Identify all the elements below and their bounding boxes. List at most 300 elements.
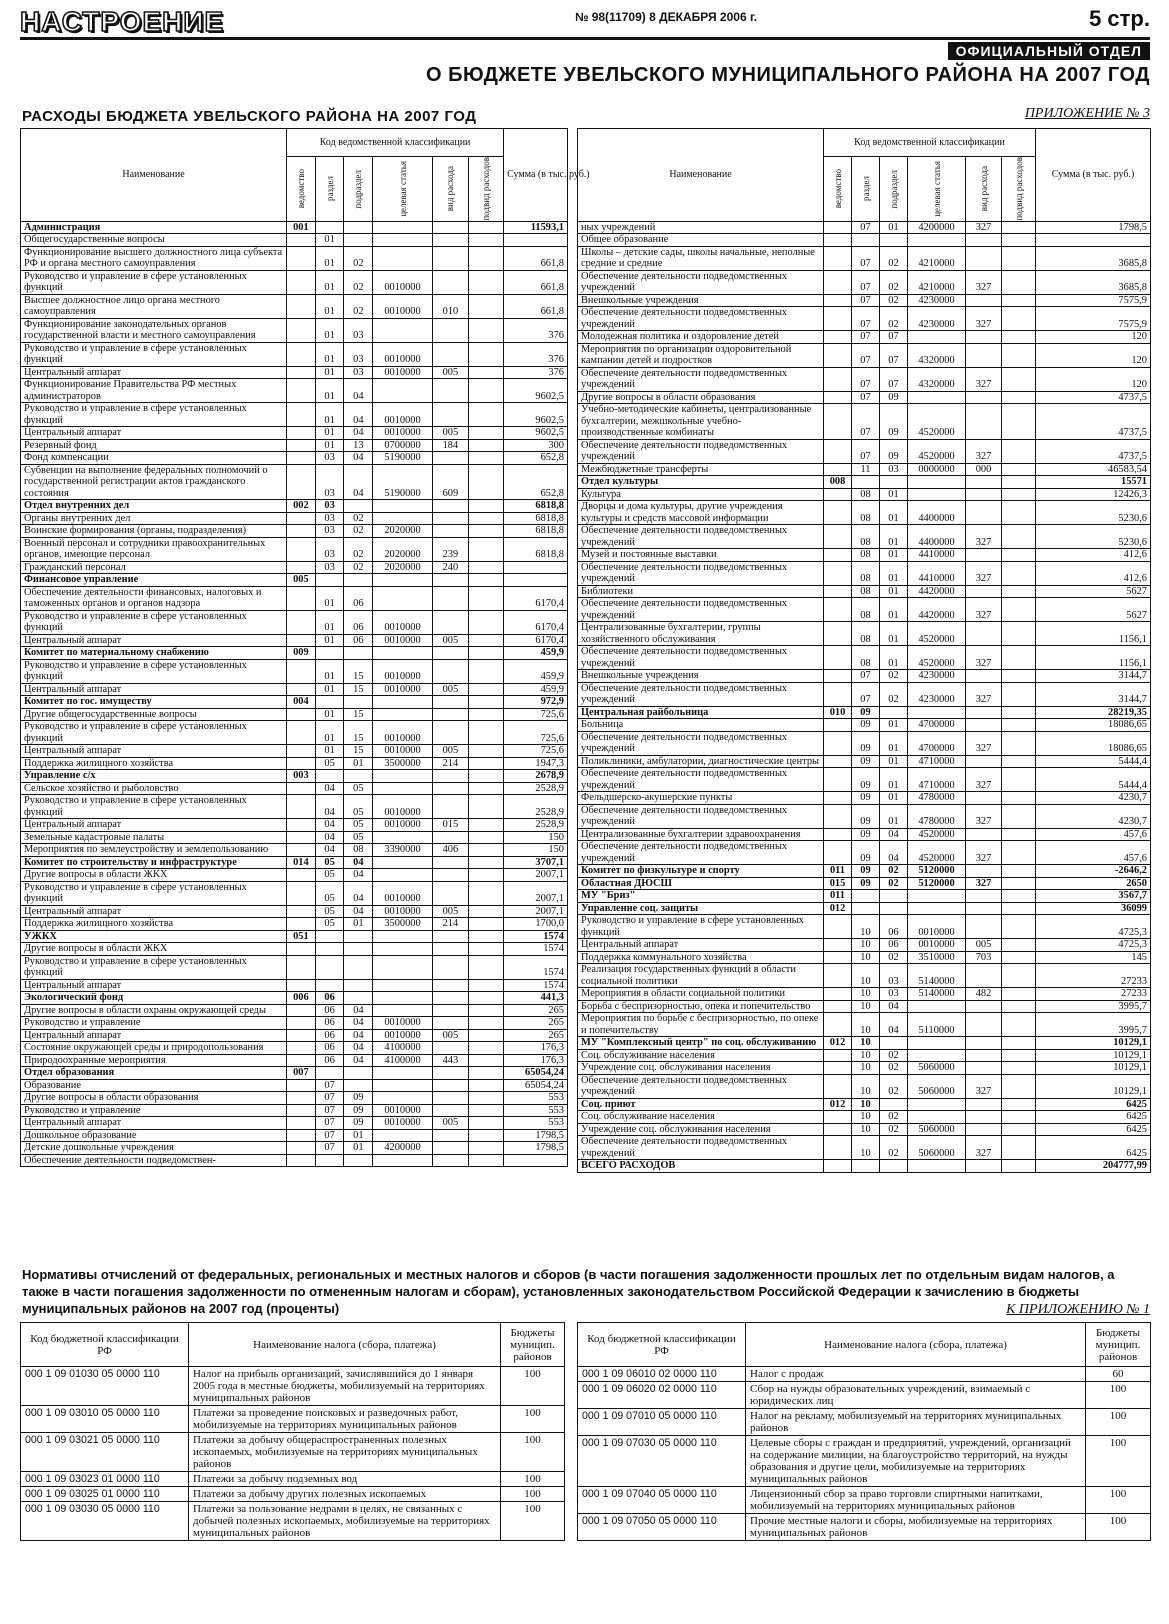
row-section	[315, 574, 344, 587]
row-expense-type	[966, 549, 1002, 562]
row-expense-type: 327	[966, 598, 1002, 622]
row-expense-type	[966, 585, 1002, 598]
row-expense-type	[966, 1000, 1002, 1013]
row-sum: 265	[504, 1004, 568, 1017]
header-section: раздел	[860, 176, 871, 202]
row-expense-type: 005	[432, 683, 468, 696]
row-subsection: 02	[880, 865, 908, 878]
row-dept: 008	[824, 476, 852, 489]
row-sum: 457,6	[1036, 841, 1151, 865]
row-name: Администрация	[21, 221, 287, 234]
budget-row	[21, 1054, 568, 1067]
row-sub-expense	[1002, 964, 1036, 988]
budget-row	[21, 427, 568, 440]
row-subsection: 04	[344, 905, 373, 918]
row-article: 4520000	[908, 439, 966, 463]
row-dept: 009	[287, 647, 316, 660]
row-subsection: 15	[344, 708, 373, 721]
row-name: Мероприятия по землеустройству и землепользованию	[21, 844, 287, 857]
header-sub-expense: подвид расходов	[481, 157, 492, 221]
row-expense-type	[432, 379, 468, 403]
budget-row	[21, 586, 568, 610]
norm-name: Лицензионный сбор за право торговли спиртными напитками, мобилизуемый на территориях муниципальных районов	[746, 1487, 1086, 1514]
row-dept	[287, 270, 316, 294]
row-dept	[824, 463, 852, 476]
row-dept	[824, 841, 852, 865]
budget-row	[21, 221, 568, 234]
row-sum: 3144,7	[1036, 682, 1151, 706]
norm-pct: 100	[1086, 1436, 1151, 1487]
section-tag: ОФИЦИАЛЬНЫЙ ОТДЕЛ	[948, 42, 1150, 60]
norm-name: Платежи за пользование недрами в целях, не связанных с добычей полезных ископаемых, мобилизуемые на территориях муниципальных районов	[189, 1502, 501, 1541]
budget-row	[21, 561, 568, 574]
row-expense-type	[432, 881, 468, 905]
row-name: Органы внутренних дел	[21, 512, 287, 525]
row-name: Центральный аппарат	[21, 1029, 287, 1042]
row-name: Обеспечение деятельности подведомственных учреждений	[578, 768, 824, 792]
row-subsection: 01	[880, 525, 908, 549]
row-name: Руководство и управление в сфере установленных функций	[21, 881, 287, 905]
row-dept: 015	[824, 877, 852, 890]
row-article: 5060000	[908, 1074, 966, 1098]
row-section: 09	[852, 804, 880, 828]
row-dept	[287, 869, 316, 882]
row-sub-expense	[1002, 549, 1036, 562]
row-section: 01	[315, 318, 344, 342]
row-expense-type	[432, 512, 468, 525]
row-dept	[287, 1017, 316, 1030]
row-expense-type	[432, 246, 468, 270]
norm-row	[578, 1382, 1151, 1409]
budget-row	[578, 1062, 1151, 1075]
row-sum: 10129,1	[1036, 1074, 1151, 1098]
row-name: Обеспечение деятельности подведомственных учреждений	[578, 367, 824, 391]
row-name: Функционирование законодательных органов государственной власти и местного самоуправления	[21, 318, 287, 342]
norm-pct: 100	[1086, 1487, 1151, 1514]
row-name: Централизованные бухгалтерии, группы хозяйственного обслуживания	[578, 622, 824, 646]
budget-row	[21, 905, 568, 918]
row-sub-expense	[1002, 1160, 1036, 1173]
row-section: 09	[852, 731, 880, 755]
row-section	[852, 890, 880, 903]
row-expense-type: 000	[966, 463, 1002, 476]
row-subsection: 09	[880, 404, 908, 440]
row-subsection: 04	[344, 856, 373, 869]
row-subsection: 09	[344, 1117, 373, 1130]
row-sub-expense	[1002, 331, 1036, 344]
row-article: 3500000	[373, 757, 433, 770]
row-sub-expense	[468, 659, 503, 683]
row-subsection: 09	[880, 439, 908, 463]
row-expense-type	[432, 318, 468, 342]
row-subsection	[344, 930, 373, 943]
row-sub-expense	[1002, 1098, 1036, 1111]
budget-row	[578, 964, 1151, 988]
row-dept	[824, 1013, 852, 1037]
row-sum: 6170,4	[504, 634, 568, 647]
row-dept	[287, 757, 316, 770]
norms-rows-left	[21, 1367, 565, 1541]
row-article: 4100000	[373, 1054, 433, 1067]
row-section: 01	[315, 439, 344, 452]
row-name: Поддержка коммунального хозяйства	[578, 951, 824, 964]
row-dept	[287, 1117, 316, 1130]
budget-table-right	[577, 128, 1151, 1173]
row-expense-type: 327	[966, 1136, 1002, 1160]
row-section: 08	[852, 525, 880, 549]
row-sum: 6425	[1036, 1098, 1151, 1111]
norm-code: 000 1 09 03023 01 0000 110	[21, 1472, 189, 1487]
row-subsection	[344, 955, 373, 979]
budget-row	[578, 585, 1151, 598]
norm-code: 000 1 09 03025 01 0000 110	[21, 1487, 189, 1502]
norms-rows-right	[578, 1367, 1151, 1541]
row-sub-expense	[468, 561, 503, 574]
row-sub-expense	[1002, 1074, 1036, 1098]
budget-row	[578, 768, 1151, 792]
row-section: 07	[315, 1092, 344, 1105]
budget-row	[21, 610, 568, 634]
budget-row	[21, 819, 568, 832]
row-sub-expense	[468, 610, 503, 634]
budget-row	[21, 1042, 568, 1055]
row-section	[852, 902, 880, 915]
budget-row	[578, 804, 1151, 828]
row-sub-expense	[468, 905, 503, 918]
row-name: Центральный аппарат	[21, 745, 287, 758]
row-subsection: 06	[880, 939, 908, 952]
row-expense-type	[966, 622, 1002, 646]
row-expense-type	[432, 270, 468, 294]
row-expense-type: 327	[966, 270, 1002, 294]
budget-row	[21, 342, 568, 366]
row-dept	[287, 979, 316, 992]
row-sub-expense	[468, 1054, 503, 1067]
row-article: 0010000	[373, 366, 433, 379]
row-dept	[287, 403, 316, 427]
row-section: 06	[315, 1054, 344, 1067]
row-sum: 28219,35	[1036, 706, 1151, 719]
row-article: 4100000	[373, 1042, 433, 1055]
row-dept: 012	[824, 1037, 852, 1050]
row-sum: 1574	[504, 955, 568, 979]
row-sub-expense	[468, 318, 503, 342]
row-dept	[287, 659, 316, 683]
row-sub-expense	[1002, 307, 1036, 331]
row-sub-expense	[468, 930, 503, 943]
row-subsection: 04	[344, 464, 373, 500]
row-expense-type	[432, 721, 468, 745]
row-section: 01	[315, 659, 344, 683]
row-sum: 300	[504, 439, 568, 452]
row-dept	[287, 439, 316, 452]
budget-row	[578, 646, 1151, 670]
row-name: Руководство и управление в сфере установленных функций	[21, 659, 287, 683]
budget-row	[578, 1037, 1151, 1050]
row-section: 07	[852, 307, 880, 331]
row-sum: 65054,24	[504, 1067, 568, 1080]
header-expense-type: вид расхода	[978, 166, 989, 212]
row-dept	[287, 1142, 316, 1155]
budget-row	[21, 1079, 568, 1092]
row-subsection	[344, 221, 373, 234]
row-dept	[824, 270, 852, 294]
budget-row	[21, 366, 568, 379]
row-section: 07	[315, 1079, 344, 1092]
row-sum: 2650	[1036, 877, 1151, 890]
budget-row	[578, 501, 1151, 525]
norm-row	[578, 1436, 1151, 1487]
row-expense-type	[432, 992, 468, 1005]
row-section: 07	[852, 221, 880, 234]
row-subsection: 01	[880, 792, 908, 805]
row-subsection: 05	[344, 782, 373, 795]
row-subsection: 06	[344, 610, 373, 634]
row-sub-expense	[1002, 585, 1036, 598]
row-sub-expense	[1002, 841, 1036, 865]
budget-row	[578, 234, 1151, 247]
budget-row	[21, 512, 568, 525]
row-article: 5060000	[908, 1136, 966, 1160]
row-article: 0010000	[373, 1104, 433, 1117]
row-sub-expense	[468, 586, 503, 610]
norm-row	[21, 1433, 565, 1472]
row-article: 5060000	[908, 1062, 966, 1075]
row-article	[908, 234, 966, 247]
row-section: 10	[852, 964, 880, 988]
budget-row	[578, 1049, 1151, 1062]
row-sub-expense	[468, 918, 503, 931]
row-name: Экологический фонд	[21, 992, 287, 1005]
row-subsection: 01	[344, 1142, 373, 1155]
row-subsection: 02	[880, 246, 908, 270]
row-sum: 1798,5	[504, 1142, 568, 1155]
row-sum: 5230,6	[1036, 525, 1151, 549]
row-section	[315, 943, 344, 956]
row-name: Центральный аппарат	[21, 905, 287, 918]
row-sum: 2007,1	[504, 869, 568, 882]
row-sub-expense	[468, 696, 503, 709]
row-article	[373, 1129, 433, 1142]
row-name: Межбюджетные трансферты	[578, 463, 824, 476]
header-dept: ведомство	[832, 169, 843, 209]
row-name: Функционирование Правительства РФ местных администраторов	[21, 379, 287, 403]
row-section: 01	[315, 586, 344, 610]
row-article: 0010000	[373, 427, 433, 440]
row-expense-type: 005	[432, 366, 468, 379]
row-dept: 004	[287, 696, 316, 709]
row-dept	[824, 1160, 852, 1173]
row-sub-expense	[468, 770, 503, 783]
norms-header-name: Наименование налога (сбора, платежа)	[746, 1323, 1086, 1367]
row-sum: 5444,4	[1036, 768, 1151, 792]
row-sum: 1947,3	[504, 757, 568, 770]
row-sub-expense	[1002, 221, 1036, 234]
row-article	[373, 1067, 433, 1080]
row-expense-type	[966, 246, 1002, 270]
budget-row	[21, 721, 568, 745]
row-name: Обеспечение деятельности подведомственных учреждений	[578, 598, 824, 622]
row-dept	[287, 452, 316, 465]
row-name: Руководство и управление в сфере установленных функций	[21, 955, 287, 979]
row-dept	[287, 512, 316, 525]
row-section	[852, 234, 880, 247]
budget-row	[21, 856, 568, 869]
row-subsection: 02	[880, 1062, 908, 1075]
row-section	[852, 476, 880, 489]
row-sum: 3995,7	[1036, 1000, 1151, 1013]
row-name: Реализация государственных функций в области социальной политики	[578, 964, 824, 988]
row-section: 07	[315, 1117, 344, 1130]
row-sub-expense	[468, 1004, 503, 1017]
budget-row	[578, 367, 1151, 391]
row-expense-type	[432, 1104, 468, 1117]
row-sum: 6425	[1036, 1136, 1151, 1160]
row-expense-type	[966, 1049, 1002, 1062]
row-subsection	[344, 574, 373, 587]
row-expense-type	[432, 500, 468, 513]
budget-row	[21, 844, 568, 857]
row-sub-expense	[1002, 731, 1036, 755]
header-subsection: подраздел	[353, 169, 364, 209]
budget-row	[578, 294, 1151, 307]
budget-row	[578, 1160, 1151, 1173]
row-sum: 10129,1	[1036, 1037, 1151, 1050]
row-dept	[824, 221, 852, 234]
row-subsection: 01	[880, 488, 908, 501]
row-article	[373, 1004, 433, 1017]
row-subsection: 06	[880, 915, 908, 939]
row-sub-expense	[1002, 1062, 1036, 1075]
row-subsection: 15	[344, 659, 373, 683]
row-section: 01	[315, 683, 344, 696]
row-name: Комитет по физкультуре и спорту	[578, 865, 824, 878]
budget-table-left	[20, 128, 590, 1167]
row-subsection	[344, 1079, 373, 1092]
norm-name: Налог с продаж	[746, 1367, 1086, 1382]
row-section: 07	[852, 331, 880, 344]
row-section: 03	[315, 537, 344, 561]
norm-code: 000 1 09 03030 05 0000 110	[21, 1502, 189, 1541]
row-subsection: 04	[344, 869, 373, 882]
budget-row	[21, 1029, 568, 1042]
row-sum: 652,8	[504, 452, 568, 465]
budget-row	[21, 881, 568, 905]
row-article	[908, 902, 966, 915]
row-expense-type: 327	[966, 841, 1002, 865]
row-article: 4520000	[908, 404, 966, 440]
row-sub-expense	[1002, 951, 1036, 964]
row-expense-type	[432, 708, 468, 721]
budget-row	[21, 403, 568, 427]
row-section: 04	[315, 831, 344, 844]
header-code-group: Код ведомственной классификации	[287, 129, 504, 157]
row-dept	[824, 682, 852, 706]
row-sum: 3144,7	[1036, 670, 1151, 683]
row-sum: 204777,99	[1036, 1160, 1151, 1173]
row-section: 01	[315, 721, 344, 745]
budget-row	[578, 307, 1151, 331]
budget-row	[21, 955, 568, 979]
row-name: Централизованные бухгалтерии здравоохранения	[578, 828, 824, 841]
row-subsection: 01	[344, 1129, 373, 1142]
row-expense-type	[966, 1062, 1002, 1075]
row-name: Отдел образования	[21, 1067, 287, 1080]
row-expense-type: 005	[966, 939, 1002, 952]
row-subsection: 02	[880, 294, 908, 307]
row-subsection: 04	[344, 1017, 373, 1030]
row-dept	[824, 246, 852, 270]
row-article: 4520000	[908, 622, 966, 646]
row-sub-expense	[1002, 404, 1036, 440]
row-section: 09	[852, 755, 880, 768]
row-sub-expense	[1002, 439, 1036, 463]
row-section	[315, 770, 344, 783]
budget-row	[21, 943, 568, 956]
row-section	[315, 930, 344, 943]
row-sum: 441,3	[504, 992, 568, 1005]
row-subsection: 01	[880, 731, 908, 755]
row-sum: 1700,0	[504, 918, 568, 931]
row-name: Комитет по гос. имуществу	[21, 696, 287, 709]
row-subsection	[880, 234, 908, 247]
row-expense-type	[966, 670, 1002, 683]
row-subsection: 04	[344, 1004, 373, 1017]
row-article	[908, 1049, 966, 1062]
row-name: Управление с/х	[21, 770, 287, 783]
row-section: 09	[852, 877, 880, 890]
row-name: Библиотеки	[578, 585, 824, 598]
row-article	[373, 234, 433, 247]
row-name: Военный персонал и сотрудники правоохранительных органов, имеющие персонал	[21, 537, 287, 561]
row-name: Мероприятия по борьбе с беспризорностью, по опеке и попечительству	[578, 1013, 824, 1037]
row-dept: 014	[287, 856, 316, 869]
row-sub-expense	[1002, 939, 1036, 952]
row-name: МУ "Бриз"	[578, 890, 824, 903]
row-section: 06	[315, 1004, 344, 1017]
row-subsection: 09	[344, 1092, 373, 1105]
row-expense-type: 005	[432, 905, 468, 918]
headline: О БЮДЖЕТЕ УВЕЛЬСКОГО МУНИЦИПАЛЬНОГО РАЙОНА НА 2007 ГОД	[426, 64, 1150, 86]
norm-code: 000 1 09 03010 05 0000 110	[21, 1406, 189, 1433]
row-name: Другие вопросы в области ЖКХ	[21, 943, 287, 956]
row-expense-type	[966, 865, 1002, 878]
row-dept	[287, 1092, 316, 1105]
row-dept: 002	[287, 500, 316, 513]
row-section	[315, 221, 344, 234]
row-article: 0010000	[908, 915, 966, 939]
budget-row	[578, 561, 1151, 585]
budget-row	[578, 915, 1151, 939]
row-article: 0010000	[373, 881, 433, 905]
row-dept	[824, 234, 852, 247]
row-article	[908, 1160, 966, 1173]
row-sum: 4737,5	[1036, 439, 1151, 463]
row-article: 4210000	[908, 246, 966, 270]
row-expense-type	[966, 755, 1002, 768]
row-sum: 145	[1036, 951, 1151, 964]
row-section: 01	[315, 246, 344, 270]
row-article: 5120000	[908, 865, 966, 878]
row-sub-expense	[1002, 1123, 1036, 1136]
row-dept	[287, 1004, 316, 1017]
row-dept	[824, 1111, 852, 1124]
row-sub-expense	[1002, 804, 1036, 828]
budget-row	[578, 731, 1151, 755]
row-expense-type: 443	[432, 1054, 468, 1067]
row-expense-type: 327	[966, 525, 1002, 549]
row-subsection: 02	[880, 1111, 908, 1124]
